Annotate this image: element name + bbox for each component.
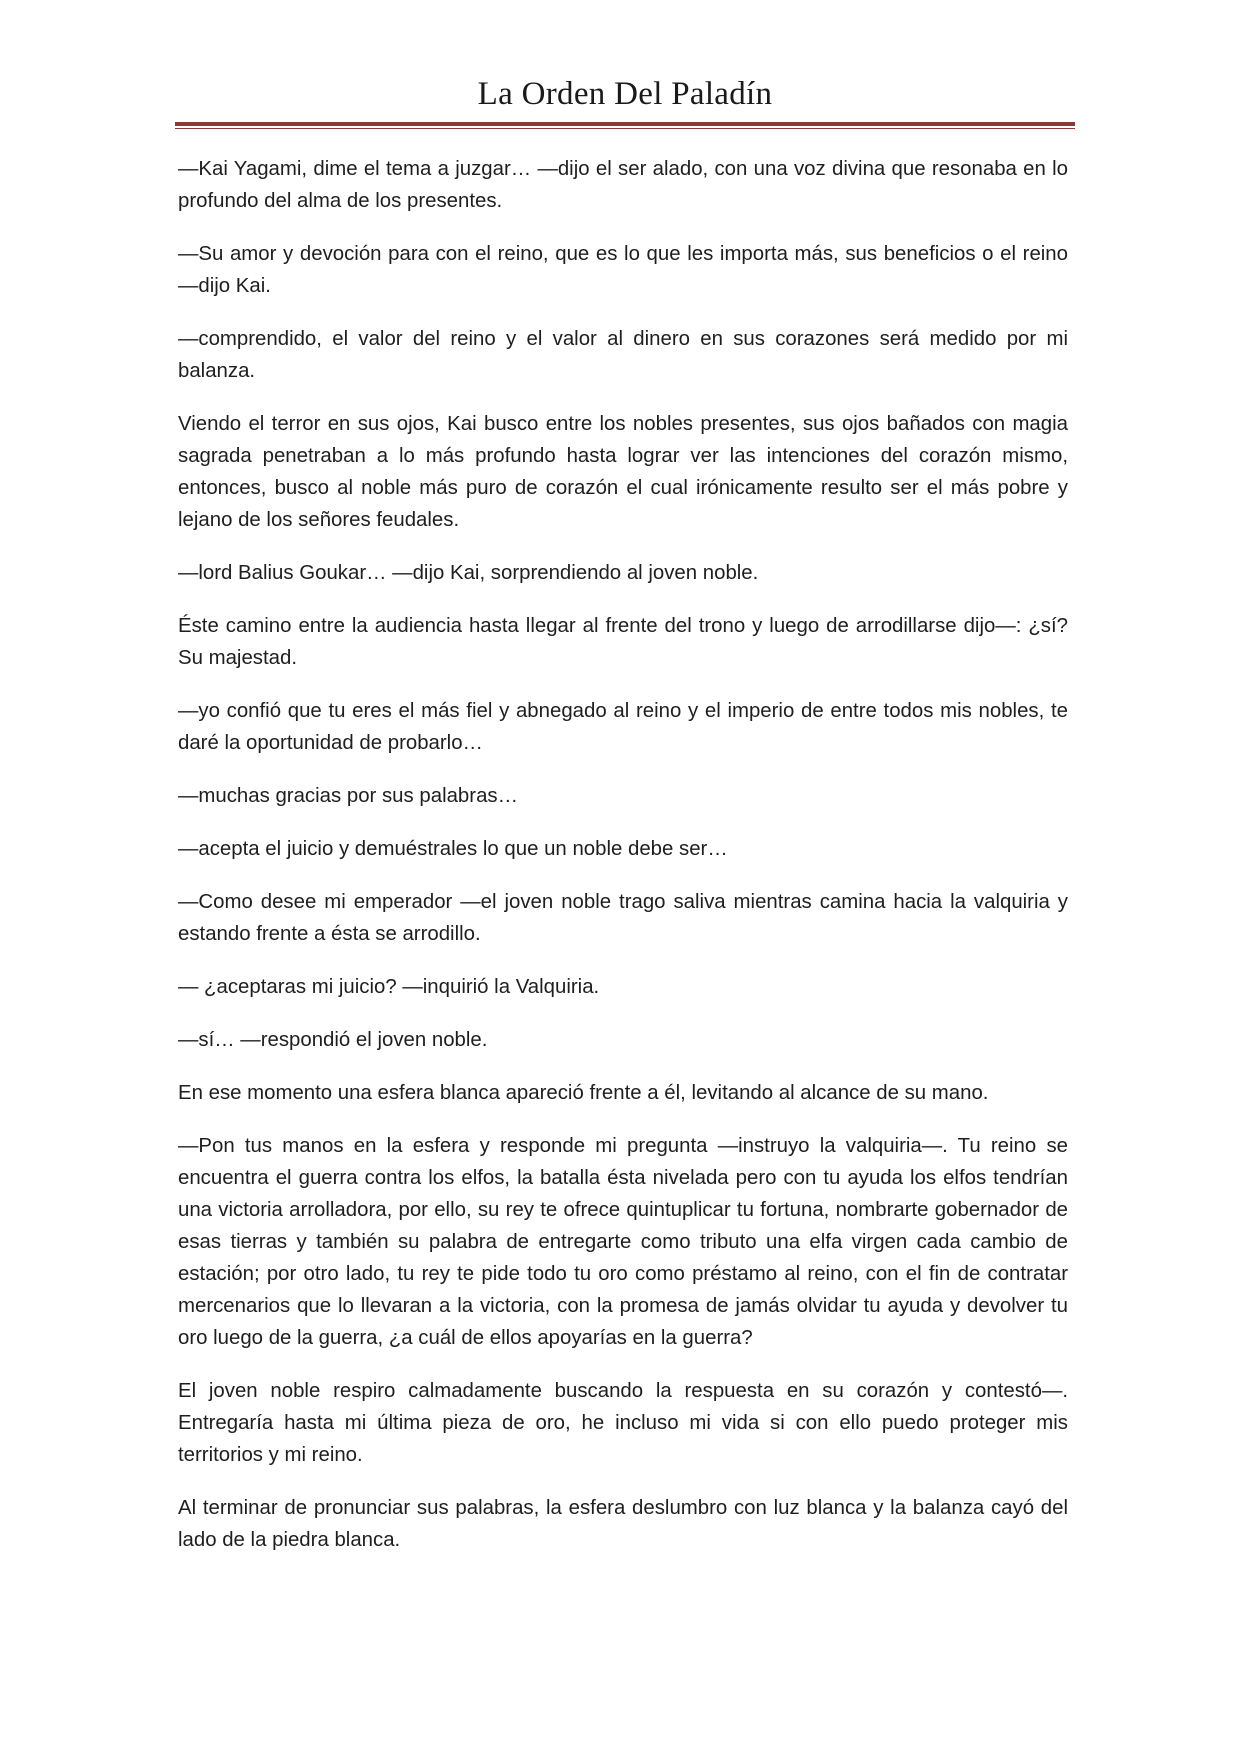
header-title: La Orden Del Paladín bbox=[477, 76, 773, 112]
paragraph: —acepta el juicio y demuéstrales lo que un noble debe ser… bbox=[178, 838, 728, 860]
paragraph: —muchas gracias por sus palabras… bbox=[178, 785, 518, 807]
paragraph: —lord Balius Goukar… —dijo Kai, sorprendiendo al joven noble. bbox=[178, 562, 759, 584]
paragraph: —yo confió que tu eres el más fiel y abnegado al reino y el imperio de entre todos mis nobles, te daré la oportunidad de probarlo… bbox=[178, 700, 1068, 754]
paragraph: —Su amor y devoción para con el reino, que es lo que les importa más, sus beneficios o el reino —dijo Kai. bbox=[178, 243, 1068, 297]
paragraph: —Pon tus manos en la esfera y responde mi pregunta —instruyo la valquiria—. Tu reino se encuentra el guerra contra los elfos, la batalla ésta nivelada pero con tu ayuda los elfos tendrían una victoria arrolladora, por ello, su rey te ofrece quintuplicar tu fortuna, nombrarte gobernador de esas tierras y también su palabra de entregarte como tributo una elfa virgen cada cambio de estación; por otro lado, tu rey te pide todo tu oro como préstamo al reino, con el fin de contratar mercenarios que lo llevaran a la victoria, con la promesa de jamás olvidar tu ayuda y devolver tu oro luego de la guerra, ¿a cuál de ellos apoyarías en la guerra? bbox=[178, 1135, 1068, 1349]
paragraph: En ese momento una esfera blanca apareció frente a él, levitando al alcance de su mano. bbox=[178, 1082, 989, 1104]
page-header bbox=[175, 72, 1075, 129]
paragraph: — ¿aceptaras mi juicio? —inquirió la Valquiria. bbox=[178, 976, 600, 998]
paragraph: —sí… —respondió el joven noble. bbox=[178, 1029, 488, 1051]
header-rule bbox=[175, 122, 1075, 126]
paragraph: —comprendido, el valor del reino y el valor al dinero en sus corazones será medido por mi balanza. bbox=[178, 328, 1068, 382]
paragraph: Al terminar de pronunciar sus palabras, la esfera deslumbro con luz blanca y la balanza cayó del lado de la piedra blanca. bbox=[178, 1497, 1068, 1551]
paragraph: —Kai Yagami, dime el tema a juzgar… —dijo el ser alado, con una voz divina que resonaba en lo profundo del alma de los presentes. bbox=[178, 158, 1068, 212]
paragraph: El joven noble respiro calmadamente buscando la respuesta en su corazón y contestó—. Entregaría hasta mi última pieza de oro, he incluso mi vida si con ello puedo proteger mis territorios y mi reino. bbox=[178, 1380, 1068, 1466]
paragraph: Éste camino entre la audiencia hasta llegar al frente del trono y luego de arrodillarse dijo—: ¿sí? Su majestad. bbox=[178, 615, 1068, 669]
paragraph: —Como desee mi emperador —el joven noble trago saliva mientras camina hacia la valquiria y estando frente a ésta se arrodillo. bbox=[178, 891, 1068, 945]
paragraph: Viendo el terror en sus ojos, Kai busco entre los nobles presentes, sus ojos bañados con magia sagrada penetraban a lo más profundo hasta lograr ver las intenciones del corazón mismo, entonces, busco al noble más puro de corazón el cual irónicamente resulto ser el más pobre y lejano de los señores feudales. bbox=[178, 413, 1068, 531]
header-rule-thin bbox=[175, 128, 1075, 129]
body-text bbox=[178, 153, 1068, 1577]
